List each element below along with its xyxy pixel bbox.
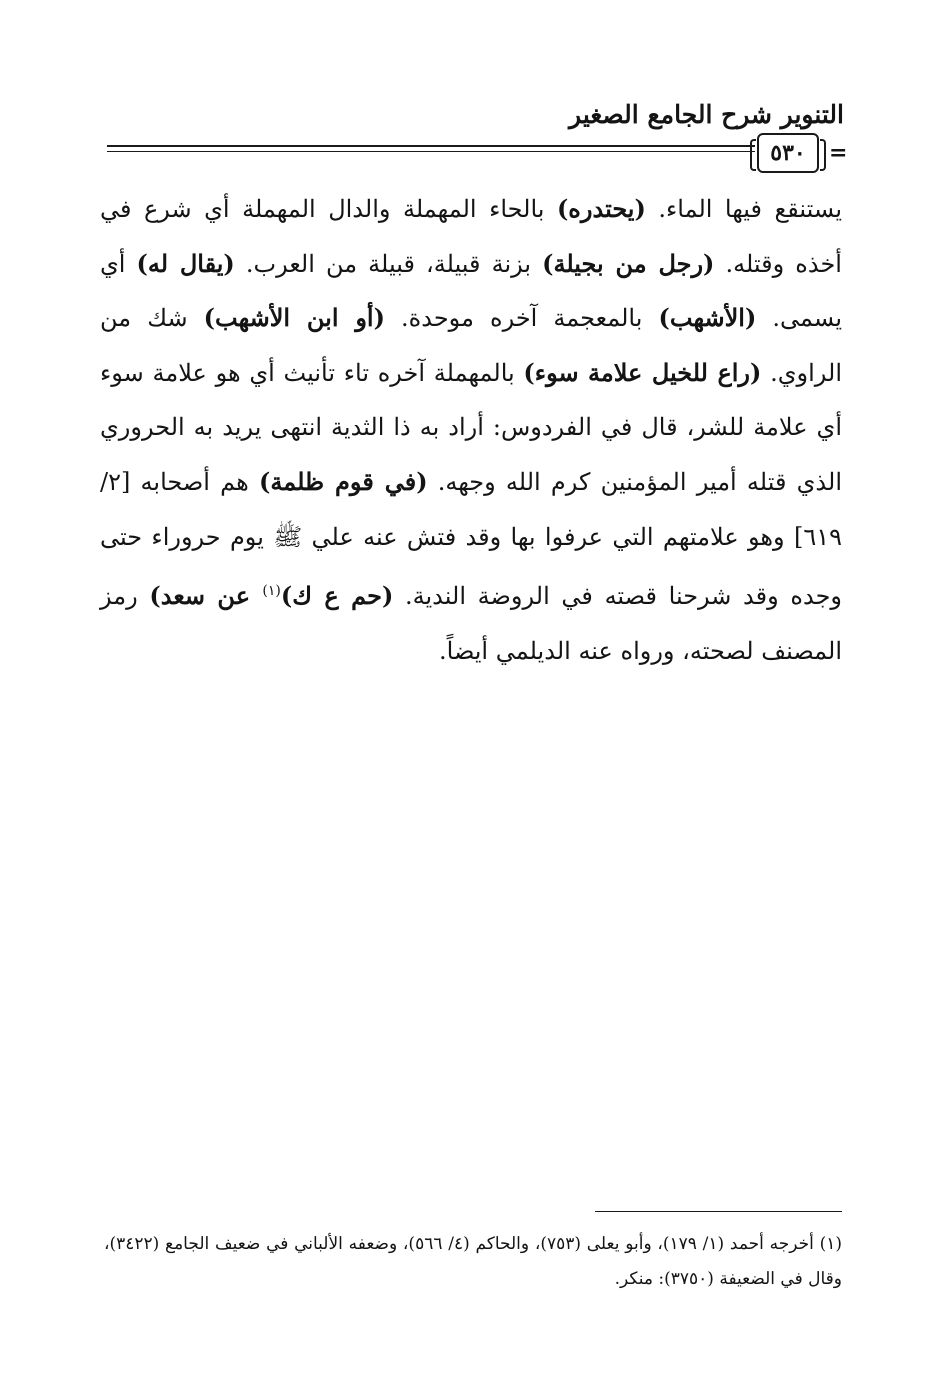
text-run: هم أصحابه [٢/ ٦١٩] وهو علامتهم التي عرفوا بها وقد فتش عنه علي ﷺ يوم حروراء حتى وجده وقد شرحنا قصته في الروضة الندية. (100, 467, 843, 611)
header-rule-top (107, 145, 755, 147)
text-run: يستنقع فيها الماء. (645, 195, 842, 223)
text-run: بالحاء المهملة والدال المهملة أي شرع في أخذه وقتله. (100, 195, 842, 278)
footnote-separator (595, 1211, 842, 1212)
bold-term: (يحتدره) (556, 194, 646, 223)
bold-term: (يقال له) (136, 248, 235, 278)
text-run: شك من الراوي. (100, 304, 842, 387)
running-title: التنوير شرح الجامع الصغير (569, 100, 844, 129)
text-run: رمز المصنف لصحته، ورواه عنه الديلمي أيضاً. (100, 582, 842, 665)
bold-term: (راع للخيل علامة سوء) (523, 357, 762, 387)
bold-term: (الأشهب) (658, 303, 757, 333)
header-mark: = (829, 140, 848, 166)
page-number: ٥٣٠ (770, 140, 806, 166)
footnote-ref[interactable]: (١) (262, 583, 281, 600)
text-run: بزنة قبيلة، قبيلة من العرب. (234, 249, 543, 278)
bold-term: (في قوم ظلمة) (258, 466, 428, 496)
text-run: بالمهملة آخره تاء تأنيث أي هو علامة سوء أي علامة للشر، قال في الفردوس: أراد به ذا الثدية انتهى يريد به الحروري الذي قتله أمير المؤمنين كرم الله وجهه. (100, 358, 843, 496)
bold-term: (أو ابن الأشهب) (203, 303, 385, 333)
text-run: أي يسمى. (100, 249, 843, 333)
page-number-box (757, 133, 819, 173)
header-rule-bottom (107, 151, 755, 152)
bold-term: (رجل من بجيلة) (542, 248, 715, 278)
main-text (100, 182, 842, 678)
footnote-text: (١) أخرجه أحمد (١/ ١٧٩)، وأبو يعلى (٧٥٣)، والحاكم (٤/ ٥٦٦)، وضعفه الألباني في ضعيف الجامع (٣٤٢٢)، وقال في الضعيفة (٣٧٥٠): منكر. (104, 1234, 843, 1289)
text-run: بالمعجمة آخره موحدة. (384, 304, 659, 333)
bold-term: (حم ع ك) (280, 581, 394, 611)
bold-term: عن سعد) (149, 581, 263, 611)
